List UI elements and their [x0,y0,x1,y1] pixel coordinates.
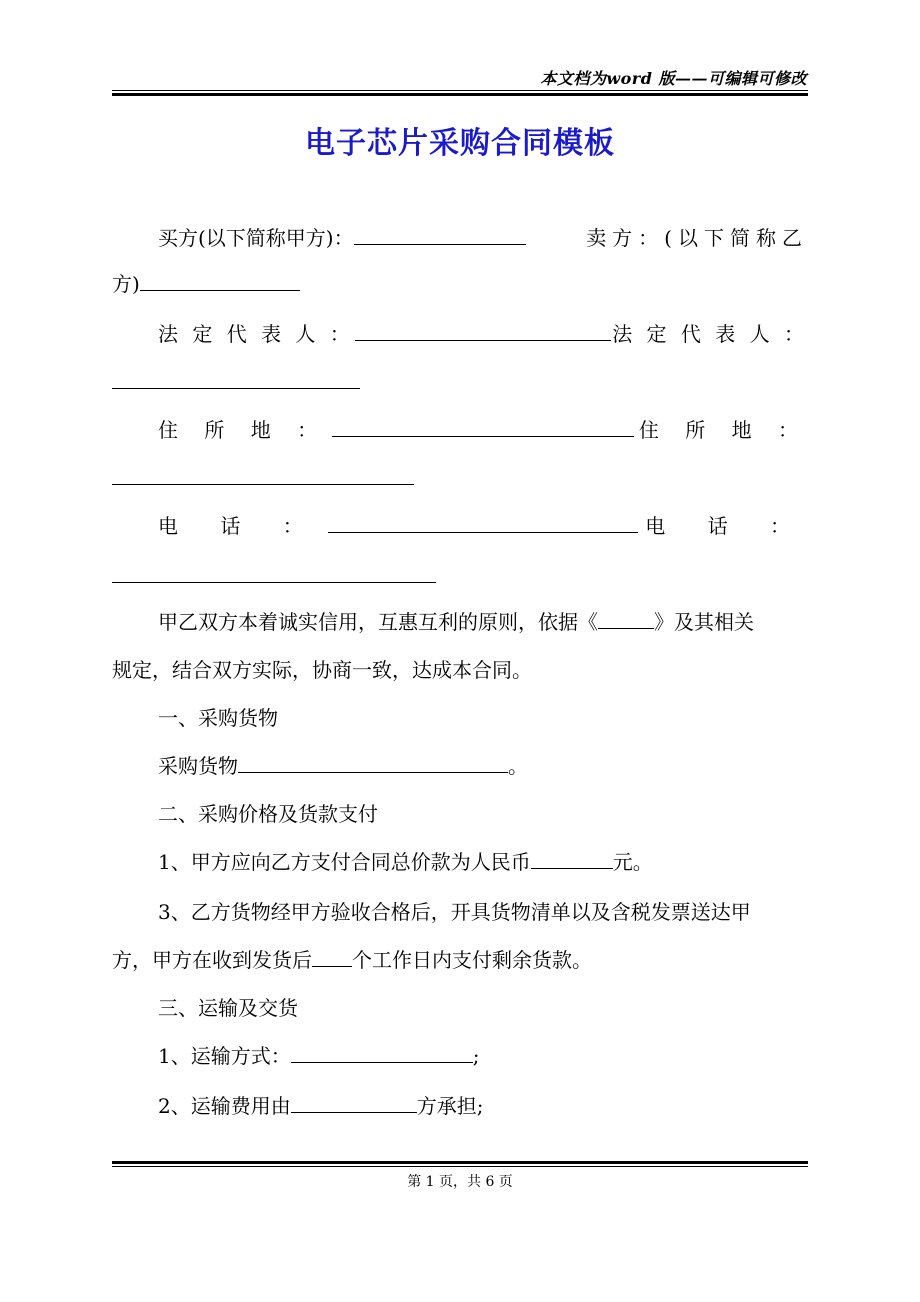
goods-end: 。 [508,754,528,778]
intro-line-2: 规定，结合双方实际，协商一致，达成本合同。 [112,658,532,682]
goods-line [112,752,854,780]
price-3b-text: 方，甲方在收到发货后 [112,948,312,972]
transport-1-end: ; [472,1044,480,1068]
seller-address-blank [112,464,414,485]
seller-rep-label: 法 定 代 表 人 ： [612,322,808,346]
rep-line [112,320,808,348]
buyer-rep-blank [355,320,611,341]
seller-label-cont: 方) [112,272,140,296]
price-line-3a: 3、乙方货物经甲方验收合格后，开具货物清单以及含税发票送达甲 [158,900,751,924]
goods-label: 采购货物 [158,754,238,778]
transport-2-text: 2、运输费用由 [158,1094,291,1118]
phone-blank-line [112,562,808,590]
price-line-3b [112,946,808,974]
header-rule-thick [112,93,808,96]
seller-rep-blank [112,368,360,389]
seller-phone-blank [112,562,436,583]
section-3-heading: 三、运输及交货 [158,996,298,1020]
address-line [112,416,808,444]
header-note: 本文档为word 版——可编辑可修改 [540,69,807,88]
transport-1-text: 1、运输方式： [158,1044,291,1068]
transport-line-2 [112,1092,854,1120]
buyer-phone-label: 电 话 ： [158,514,321,538]
price-line-1 [112,848,854,876]
goods-blank [238,752,508,773]
price-3b-end: 个工作日内支付剩余货款。 [352,948,592,972]
workday-blank [312,946,352,967]
phone-line [112,512,808,540]
buyer-seller-line [112,224,808,252]
price-1-end: 元。 [612,850,653,874]
buyer-blank [354,224,526,245]
seller-address-label: 住 所 地 ： [638,418,808,442]
buyer-phone-blank [328,512,638,533]
transport-method-blank [291,1042,473,1063]
document-title: 电子芯片采购合同模板 [305,126,615,161]
intro-line-1 [112,608,854,636]
price-1-text: 1、甲方应向乙方支付合同总价款为人民币 [158,850,531,874]
seller-cont-line [112,270,808,298]
section-1-heading: 一、采购货物 [158,706,278,730]
buyer-address-blank [332,416,634,437]
seller-blank [140,270,300,291]
footer-rule-thick [112,1161,808,1164]
buyer-rep-label: 法 定 代 表 人 ： [158,322,354,346]
buyer-label: 买方(以下简称甲方)： [158,226,354,250]
seller-label: 卖方：(以下简称乙 [586,226,808,250]
intro-text-1b: 》及其相关 [654,610,754,634]
header-rule-thin [112,90,808,91]
seller-phone-label: 电 话 ： [645,514,808,538]
section-2-heading: 二、采购价格及货款支付 [158,802,378,826]
address-blank-line [112,464,808,492]
buyer-address-label: 住 所 地 ： [158,418,328,442]
transport-2-end: 方承担; [416,1094,484,1118]
transport-line-1 [112,1042,854,1070]
price-blank [531,848,613,869]
intro-text-1: 甲乙双方本着诚实信用，互惠互利的原则，依据《 [158,610,598,634]
page-number: 第 1 页，共 6 页 [407,1174,513,1190]
footer-rule-thin [112,1166,808,1167]
transport-cost-blank [291,1092,417,1113]
basis-blank [598,608,654,629]
rep-blank-line [112,368,808,396]
